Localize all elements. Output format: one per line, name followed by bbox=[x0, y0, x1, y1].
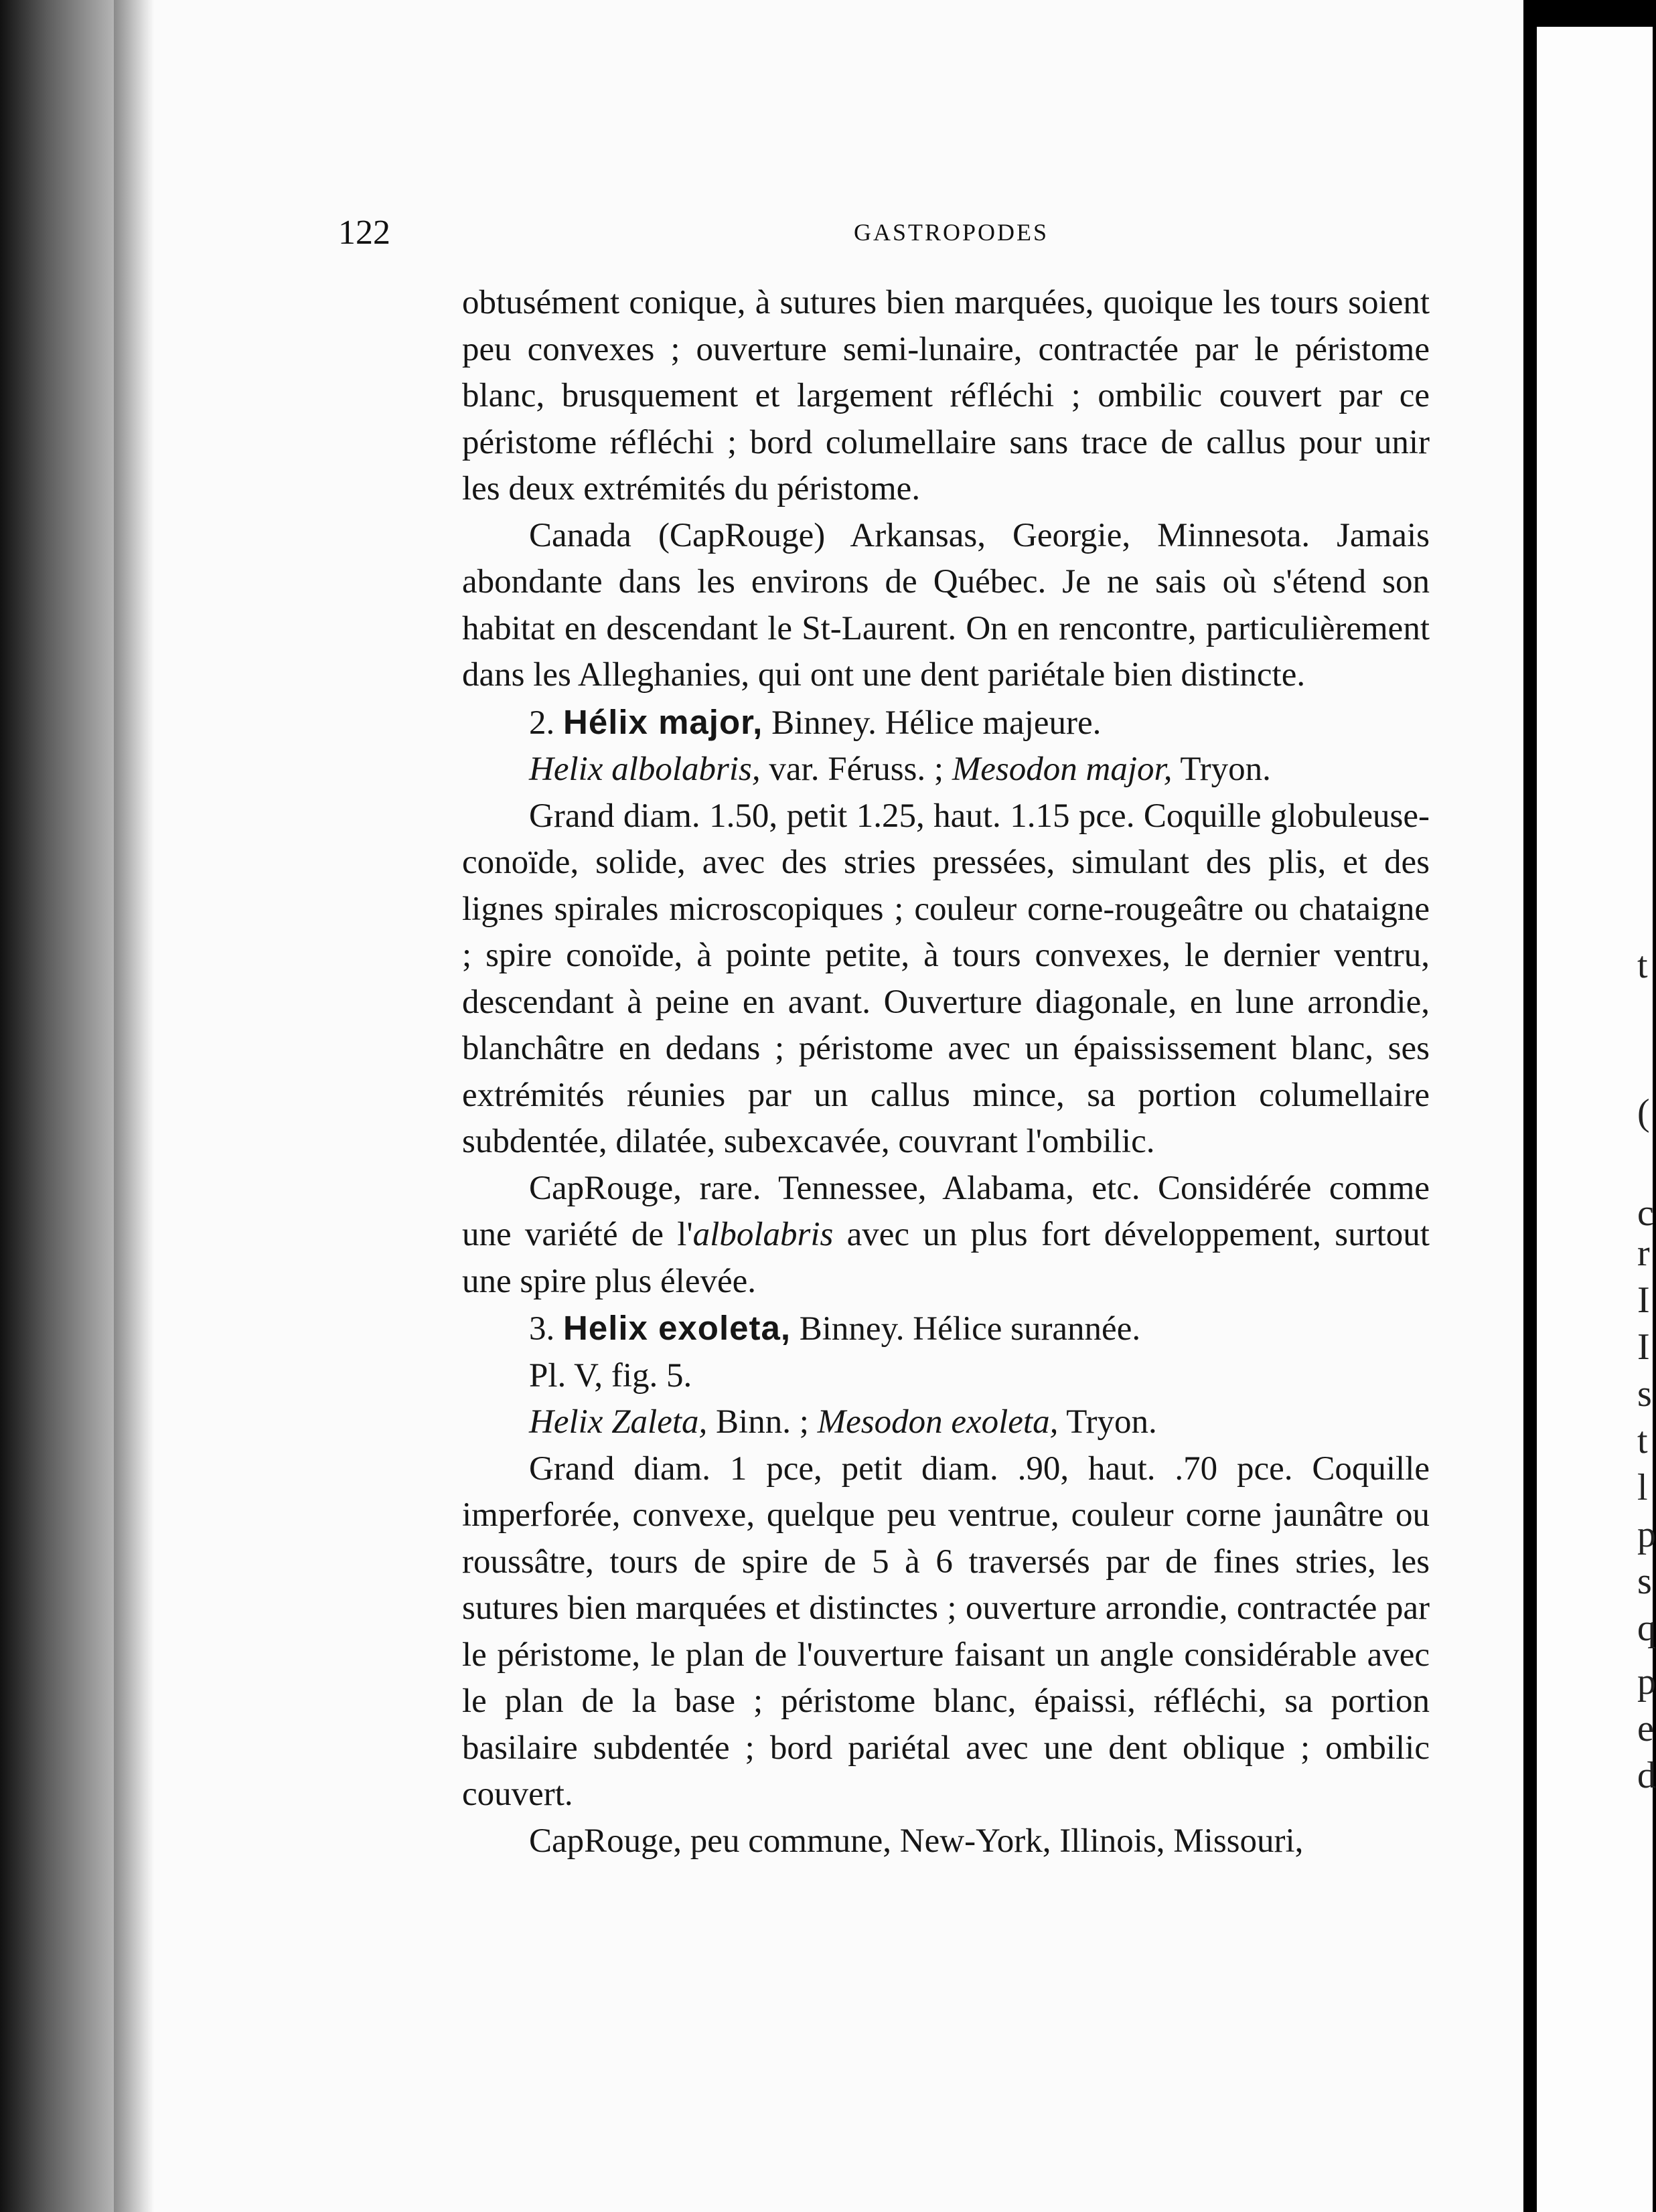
facing-page-letter: ( bbox=[1637, 1092, 1650, 1133]
paragraph-description-continued: obtusément conique, à sutures bien marquées, quoique les tours soient peu convexes ; ouverture semi-lunaire, contractée par le péristome blanc, brusquement et largement réfléchi ; ombilic couvert par ce péristome réfléchi ; bord columellaire sans trace de callus pour unir les deux extrémités du péristome. bbox=[462, 284, 1430, 507]
facing-page-letter: p bbox=[1637, 1661, 1656, 1703]
species-common-name: Hélice majeure. bbox=[876, 704, 1102, 742]
facing-page-letter: I bbox=[1637, 1326, 1650, 1368]
facing-page-letter: I bbox=[1637, 1279, 1650, 1321]
facing-page-letter: r bbox=[1637, 1233, 1650, 1274]
facing-page-letter: l bbox=[1637, 1467, 1648, 1508]
synonymy bbox=[462, 1399, 1430, 1446]
running-head: GASTROPODES bbox=[854, 219, 1049, 246]
facing-page-letter: d bbox=[1637, 1755, 1656, 1796]
synonym-name: Mesodon major, bbox=[952, 750, 1173, 788]
facing-page-letter: q bbox=[1637, 1607, 1656, 1649]
facing-page-letter: p bbox=[1637, 1514, 1656, 1555]
facing-page-letter: t bbox=[1637, 1420, 1648, 1462]
synonymy bbox=[462, 746, 1430, 793]
facing-page-letter: e bbox=[1637, 1708, 1654, 1749]
synonym-author: Binn. ; bbox=[707, 1403, 818, 1441]
gutter-shadow bbox=[114, 0, 154, 2212]
species-number: 3. bbox=[529, 1310, 555, 1348]
facing-page-letter: t bbox=[1637, 945, 1648, 986]
page-header bbox=[338, 213, 1142, 260]
species-author: Binney. bbox=[791, 1310, 905, 1348]
habitat-text: avec un plus fort développement, surtout une spire plus élevée. bbox=[462, 1216, 1430, 1300]
species-habitat: CapRouge, peu commune, New-York, Illinois, Missouri, bbox=[529, 1822, 1304, 1860]
page-body bbox=[462, 280, 1430, 1865]
species-name: Hélix major, bbox=[563, 702, 763, 741]
species-name: Helix exoleta, bbox=[563, 1309, 791, 1347]
habitat-italic: albolabris bbox=[692, 1216, 834, 1253]
facing-page-letter: c bbox=[1637, 1192, 1654, 1234]
synonym-name: Helix albolabris, bbox=[529, 750, 761, 788]
synonym-author: Tryon. bbox=[1172, 750, 1271, 788]
species-description: Grand diam. 1 pce, petit diam. .90, haut. .70 pce. Coquille imperforée, convexe, quelque peu ventrue, couleur corne jaunâtre ou roussâtre, tours de spire de 5 à 6 traversés par de fines stries, les sutures bien marquées et distinctes ; ouverture arrondie, contractée par le péristome, le plan de l'ouverture faisant un angle considérable avec le plan de la base ; péristome blanc, épaissi, réfléchi, sa portion basilaire subdentée ; bord pariétal avec une dent oblique ; ombilic couvert. bbox=[462, 1449, 1430, 1813]
habitat-text: CapRouge, rare. Tennessee, Alabama, etc. Considérée comme une variété de l' bbox=[462, 1169, 1430, 1253]
facing-page-letter: s bbox=[1637, 1373, 1652, 1415]
page-number: 122 bbox=[338, 214, 390, 252]
species-author: Binney. bbox=[763, 704, 877, 742]
synonym-name: Helix Zaleta, bbox=[529, 1403, 708, 1441]
facing-page-letter: s bbox=[1637, 1561, 1652, 1602]
species-number: 2. bbox=[529, 704, 555, 742]
synonym-author: var. Féruss. ; bbox=[760, 750, 952, 788]
species-heading-helix-major bbox=[462, 699, 1430, 747]
synonym-author: Tryon. bbox=[1058, 1403, 1157, 1441]
facing-page-edge bbox=[1537, 27, 1656, 2212]
species-common-name: Hélice surannée. bbox=[904, 1310, 1141, 1348]
synonym-name: Mesodon exoleta, bbox=[817, 1403, 1059, 1441]
species-description: Grand diam. 1.50, petit 1.25, haut. 1.15 pce. Coquille globuleuse-conoïde, solide, avec des stries pressées, simulant des plis, et des lignes spirales microscopiques ; couleur corne-rougeâtre ou chataigne ; spire conoïde, à pointe petite, à tours convexes, le dernier ventru, descendant à peine en avant. Ouverture diagonale, en lune arrondie, blanchâtre en dedans ; péristome avec un épaississement blanc, ses extrémités réunies par un callus mince, sa portion columellaire subdentée, dilatée, subexcavée, couvrant l'ombilic. bbox=[462, 797, 1430, 1160]
species-habitat bbox=[462, 1166, 1430, 1306]
species-heading-helix-exoleta bbox=[462, 1305, 1430, 1353]
paragraph-habitat: Canada (CapRouge) Arkansas, Georgie, Minnesota. Jamais abondante dans les environs de Québec. Je ne sais où s'étend son habitat en descendant le St-Laurent. On en rencontre, particulièrement dans les Alleghanies, qui ont une dent pariétale bien distincte. bbox=[462, 516, 1430, 694]
plate-reference: Pl. V, fig. 5. bbox=[529, 1356, 692, 1395]
